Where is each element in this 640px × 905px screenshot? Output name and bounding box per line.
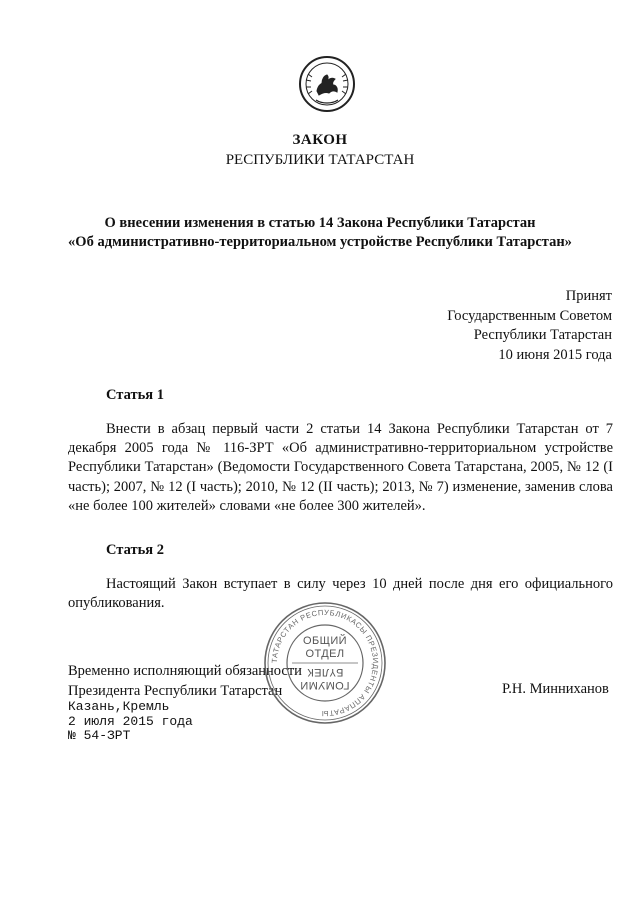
law-heading: ЗАКОН	[292, 132, 348, 148]
seal-line2: ОТДЕЛ	[305, 648, 345, 660]
article-2-heading: Статья 2	[106, 542, 164, 558]
adoption-line3: Республики Татарстан	[473, 327, 612, 343]
official-seal-stamp	[262, 600, 388, 726]
article-2-text: Настоящий Закон вступает в силу через 10 дней после дня его официального опубликования.	[68, 576, 613, 612]
document-title	[60, 214, 580, 252]
document-footer	[68, 700, 193, 744]
coat-of-arms-emblem	[298, 55, 356, 113]
adoption-line1: Принят	[565, 288, 612, 304]
article-1-heading: Статья 1	[106, 387, 164, 403]
adoption-line2: Государственным Советом	[447, 307, 612, 324]
seal-line1: ОБЩИЙ	[303, 635, 347, 647]
signatory-position-line2: Президента Республики Татарстан	[68, 682, 283, 699]
article-1-text: Внести в абзац первый части 2 статьи 14 Закона Республики Татарстан от 7 декабря 2005 года № 116-ЗРТ «Об административно-территориальном устройстве Республики Татарстан» (Ведомости Государственного Совета Татарстана, 2005, № 12 (I часть); 2007, № 12 (I часть); 2010, № 12 (II часть); 2013, № 7) изменение, заменив слова «не более 100 жителей» словами «не более 300 жителей».	[68, 421, 613, 514]
signatory-position-line1: Временно исполняющий обязанности	[68, 663, 302, 679]
footer-number: № 54-ЗРТ	[68, 728, 131, 743]
adoption-block	[447, 287, 612, 365]
seal-center	[262, 600, 388, 726]
footer-date: 2 июля 2015 года	[68, 713, 193, 729]
seal-line3: ГОМУМИ	[300, 679, 350, 691]
document-title-line2: «Об административно-территориальном устройстве Республики Татарстан»	[68, 234, 572, 250]
signatory-name: Р.Н. Минниханов	[502, 681, 609, 697]
republic-heading: РЕСПУБЛИКИ ТАТАРСТАН	[225, 152, 415, 168]
document-title-line1: О внесении изменения в статью 14 Закона Республики Татарстан	[104, 215, 536, 231]
seal-line4: БҮЛЕК	[306, 666, 344, 678]
footer-place: Казань,Кремль	[68, 699, 170, 714]
adoption-date: 10 июня 2015 года	[498, 346, 612, 363]
seal-ring-text: ТАТАРСТАН РЕСПУБЛИКАСЫ ПРЕЗИДЕНТЫ АППАРАТЫ	[269, 607, 381, 719]
